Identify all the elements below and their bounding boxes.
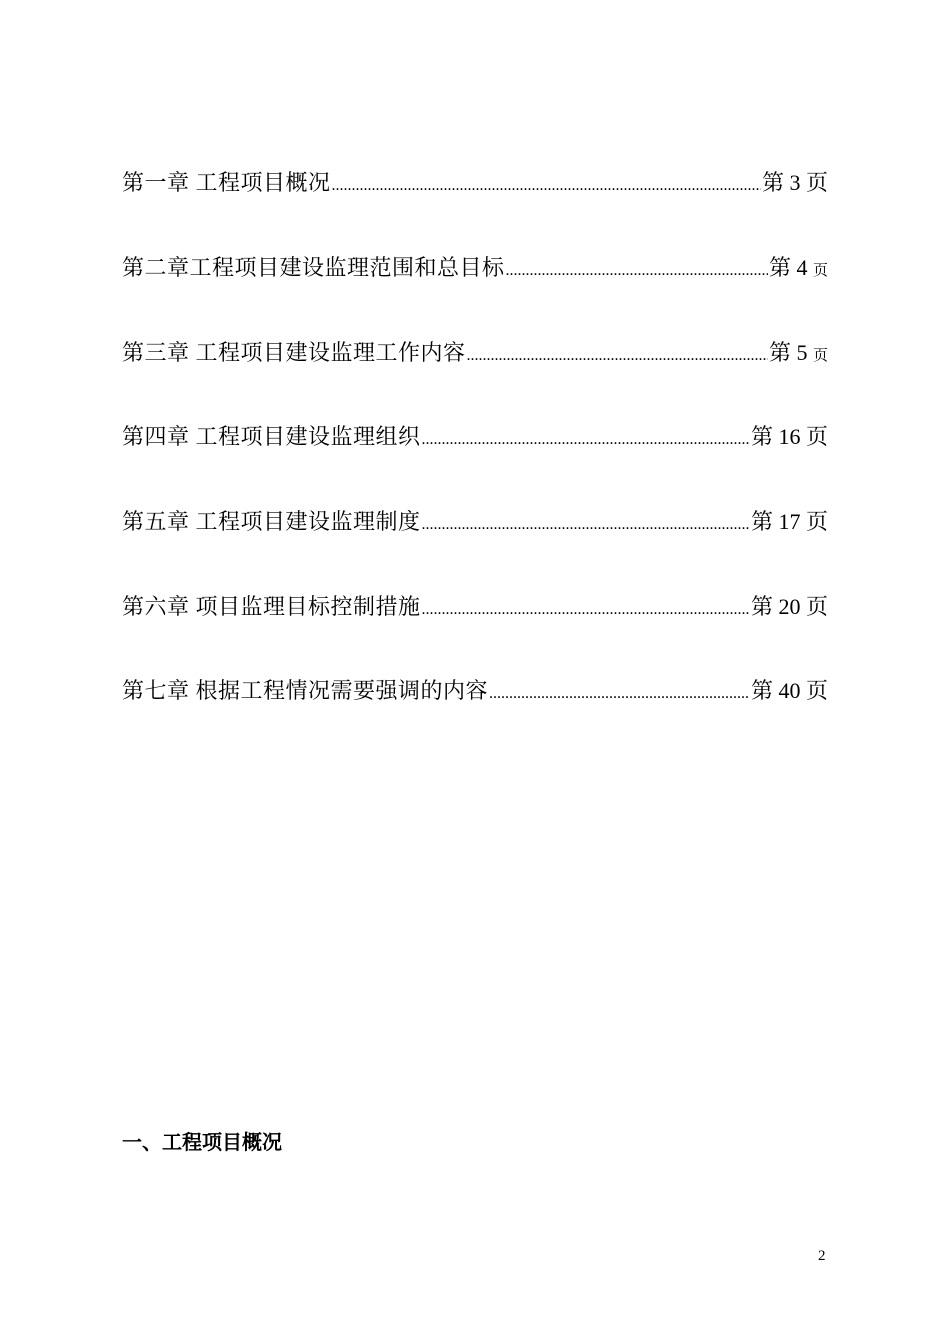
toc-page-prefix: 第 40 xyxy=(750,678,806,703)
section-heading: 一、工程项目概况 xyxy=(122,1130,282,1154)
toc-page-prefix: 第 3 xyxy=(761,170,806,195)
toc-entry-title: 第七章 根据工程情况需要强调的内容 xyxy=(122,678,489,703)
toc-entry-page xyxy=(751,590,828,621)
toc-entry-title: 第四章 工程项目建设监理组织 xyxy=(122,424,421,449)
toc-entry-page xyxy=(769,251,828,282)
toc-leader-dots xyxy=(506,262,768,280)
toc-page-prefix: 第 4 xyxy=(768,255,813,280)
toc-entry-chapter-3[interactable] xyxy=(122,336,828,370)
toc-entry-page xyxy=(769,336,828,367)
toc-entry-page xyxy=(762,166,828,197)
toc-page-prefix: 第 5 xyxy=(768,340,813,365)
toc-entry-chapter-5[interactable] xyxy=(122,505,828,539)
toc-entry-chapter-7[interactable] xyxy=(122,674,828,708)
toc-page-unit: 页 xyxy=(805,424,828,449)
toc-page-unit: 页 xyxy=(805,594,828,619)
toc-page-prefix: 第 16 xyxy=(750,424,806,449)
toc-entry-chapter-6[interactable] xyxy=(122,590,828,624)
toc-entry-chapter-1[interactable] xyxy=(122,166,828,200)
toc-leader-dots xyxy=(467,347,768,365)
toc-leader-dots xyxy=(422,431,750,449)
toc-entry-chapter-2[interactable] xyxy=(122,251,828,285)
toc-leader-dots xyxy=(422,601,750,619)
toc-entry-title: 第六章 项目监理目标控制措施 xyxy=(122,594,421,619)
page-number: 2 xyxy=(818,1248,826,1264)
toc-page-unit: 页 xyxy=(805,170,828,195)
toc-entry-chapter-4[interactable] xyxy=(122,420,828,454)
toc-entry-page xyxy=(751,674,828,705)
toc-page-unit: 页 xyxy=(805,678,828,703)
toc-leader-dots xyxy=(422,516,750,534)
toc-entry-page xyxy=(751,505,828,536)
toc-page-unit: 页 xyxy=(812,348,828,364)
toc-leader-dots xyxy=(489,685,750,703)
toc-page-prefix: 第 17 xyxy=(750,509,806,534)
toc-page-unit: 页 xyxy=(805,509,828,534)
toc-entry-title: 第五章 工程项目建设监理制度 xyxy=(122,509,421,534)
toc-leader-dots xyxy=(332,177,761,195)
toc-page-prefix: 第 20 xyxy=(750,594,806,619)
toc-entry-page xyxy=(751,420,828,451)
toc-page-unit: 页 xyxy=(812,263,828,279)
toc-entry-title: 第一章 工程项目概况 xyxy=(122,170,331,195)
toc-entry-title: 第三章 工程项目建设监理工作内容 xyxy=(122,340,466,365)
toc-entry-title: 第二章工程项目建设监理范围和总目标 xyxy=(122,255,505,280)
